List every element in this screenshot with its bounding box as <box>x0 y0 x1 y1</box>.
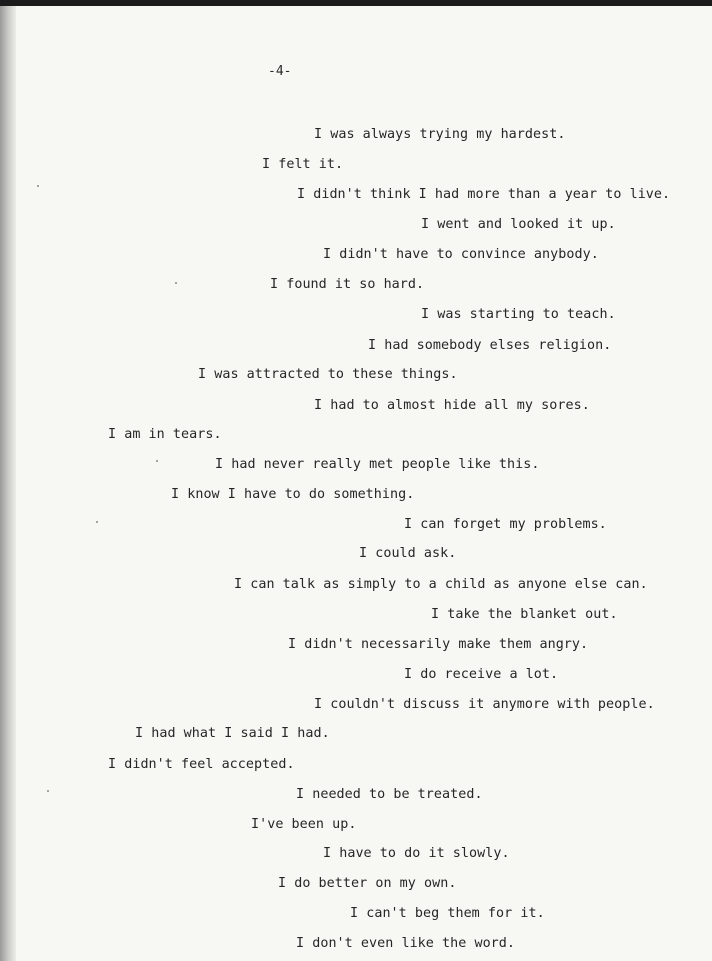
text-line: I am in tears. <box>108 427 222 442</box>
text-line: I have to do it slowly. <box>323 846 510 861</box>
text-line: I can talk as simply to a child as anyone else can. <box>234 577 648 592</box>
paper-speck <box>37 185 39 187</box>
paper-speck <box>175 282 177 284</box>
text-line: I didn't feel accepted. <box>108 757 295 772</box>
text-line: I had to almost hide all my sores. <box>314 398 590 413</box>
text-line: I didn't necessarily make them angry. <box>288 637 589 652</box>
text-line: I had somebody elses religion. <box>368 338 612 353</box>
text-line: I can forget my problems. <box>404 517 607 532</box>
paper-speck <box>156 460 158 462</box>
text-line: I was starting to teach. <box>421 307 616 322</box>
text-line: I was attracted to these things. <box>198 367 458 382</box>
text-line: I could ask. <box>359 546 457 561</box>
text-line: I do receive a lot. <box>404 667 559 682</box>
paper-speck <box>96 521 98 523</box>
paper-speck <box>47 790 49 792</box>
document-page <box>16 6 712 961</box>
text-line: I had what I said I had. <box>135 726 330 741</box>
text-line: I was always trying my hardest. <box>314 127 566 142</box>
text-line: I had never really met people like this. <box>215 457 540 472</box>
scan-left-edge <box>0 6 16 961</box>
text-line: I can't beg them for it. <box>350 906 545 921</box>
text-line: I didn't think I had more than a year to live. <box>297 187 671 202</box>
text-line: I felt it. <box>262 157 344 172</box>
text-line: I don't even like the word. <box>296 936 516 951</box>
text-line: I've been up. <box>251 817 357 832</box>
text-line: I do better on my own. <box>278 876 457 891</box>
text-line: I couldn't discuss it anymore with people. <box>314 697 655 712</box>
text-line: I went and looked it up. <box>421 217 616 232</box>
text-line: I know I have to do something. <box>171 487 415 502</box>
text-line: I take the blanket out. <box>431 607 618 622</box>
text-line: I found it so hard. <box>270 277 425 292</box>
text-line: I didn't have to convince anybody. <box>323 247 599 262</box>
page-number: -4- <box>268 64 292 79</box>
text-line: I needed to be treated. <box>296 787 483 802</box>
